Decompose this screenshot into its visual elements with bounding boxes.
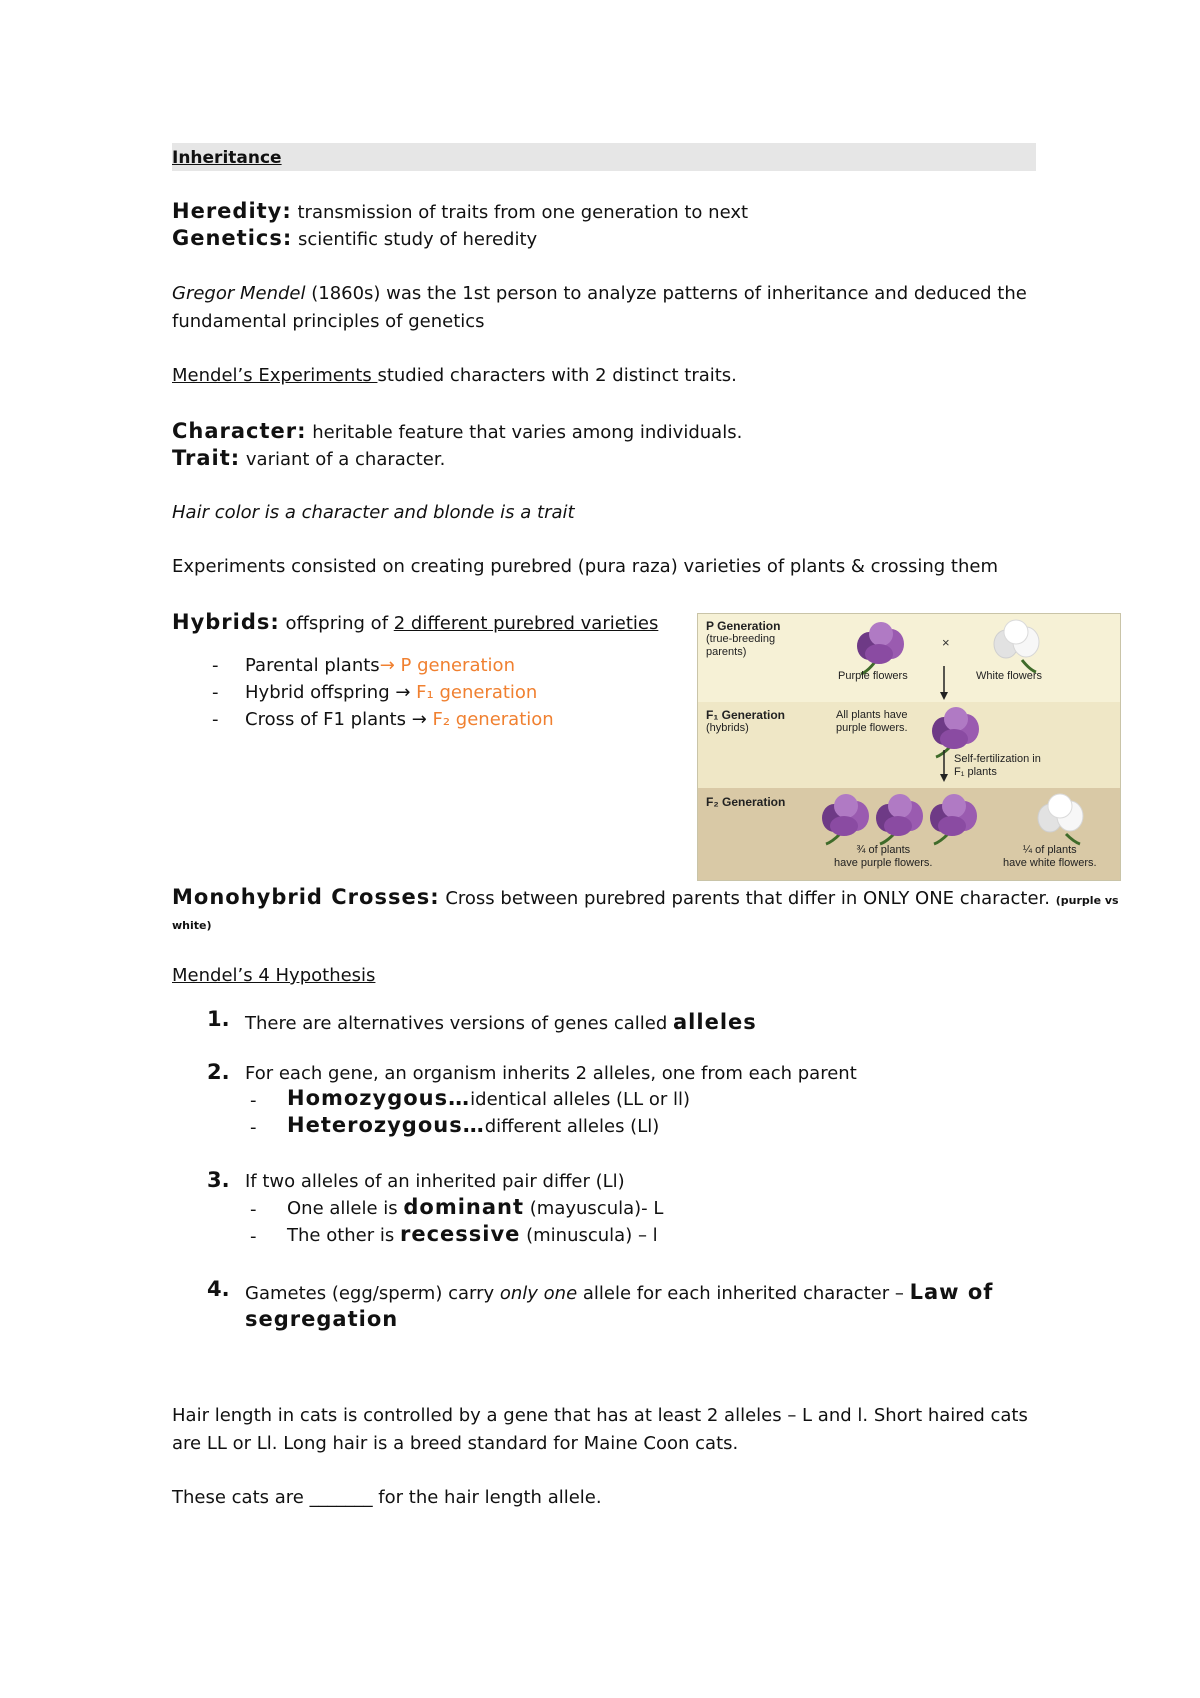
f1-title-line: (hybrids): [706, 722, 749, 734]
genetics-def: scientific study of heredity: [292, 229, 538, 250]
hypothesis-number: 1.: [207, 1007, 230, 1031]
purple-fraction-label: [834, 844, 932, 870]
f1-generation-title: [706, 709, 785, 735]
mendel-rest: (1860s) was the 1st person to analyze patterns of inheritance and deduced the: [305, 283, 1027, 304]
white-flower-icon: [994, 620, 1039, 672]
hybrids-def-plain: offspring of: [279, 613, 394, 634]
trait-term: Trait:: [172, 446, 241, 470]
monohybrid-term: Monohybrid Crosses:: [172, 885, 440, 909]
purple-flowers-label: Purple flowers: [838, 670, 908, 682]
hybrids-line: [172, 612, 658, 633]
purple-flower-icon: [930, 794, 977, 844]
monohybrid-note-cont: white): [172, 919, 212, 932]
hypothesis-4-post: allele for each inherited character –: [577, 1283, 910, 1304]
purple-flower-icon: [857, 622, 904, 674]
hypothesis-number: 4.: [207, 1277, 230, 1301]
dominant-post: (mayuscula)- L: [524, 1198, 664, 1219]
white-flowers-label: White flowers: [976, 670, 1043, 682]
white-fraction-label: [1003, 844, 1097, 870]
monohybrid-note: (purple vs: [1055, 894, 1119, 907]
cross-symbol: ×: [942, 635, 950, 650]
p-title-line: parents): [706, 646, 747, 658]
p-title-line: P Generation: [706, 619, 781, 633]
hypothesis-3-text: If two alleles of an inherited pair differ (Ll): [245, 1171, 625, 1192]
cats-line-1: Hair length in cats is controlled by a gene that has at least 2 alleles – L and l. Short haired cats: [172, 1405, 1028, 1426]
character-def: heritable feature that varies among individuals.: [306, 422, 743, 443]
dominant-term: dominant: [403, 1195, 525, 1219]
character-term: Character:: [172, 419, 307, 443]
dominant-line: [287, 1197, 663, 1218]
law-term: Law of: [909, 1280, 994, 1304]
p-title-line: (true-breeding: [706, 633, 776, 645]
hypothesis-title: Mendel’s 4 Hypothesis: [172, 965, 376, 986]
question-pre: These cats are: [172, 1487, 310, 1508]
monohybrid-def: Cross between purebred parents that differ in ONLY ONE character.: [439, 888, 1051, 909]
sub-dash: -: [250, 1117, 257, 1138]
heterozygous-term: Heterozygous…: [287, 1113, 485, 1137]
f1-title-line: F₁ Generation: [706, 708, 785, 722]
f1-note-line: purple flowers.: [836, 722, 908, 734]
title-highlight: [172, 143, 1036, 171]
list-dash: -: [212, 682, 219, 703]
sub-dash: -: [250, 1199, 257, 1220]
hypothesis-1: [245, 1012, 757, 1033]
fraction-line: ¼ of plants: [1022, 844, 1077, 856]
alleles-term: alleles: [673, 1010, 757, 1034]
arrow-icon: →: [379, 655, 395, 676]
self-fertilization-note: [954, 753, 1041, 779]
self-note-line: Self-fertilization in: [954, 753, 1041, 765]
character-line: [172, 421, 742, 442]
question-line: [172, 1489, 602, 1507]
heterozygous-def: different alleles (Ll): [484, 1116, 660, 1137]
hypothesis-2-text: For each gene, an organism inherits 2 alleles, one from each parent: [245, 1063, 857, 1084]
hybrid-item: [212, 655, 515, 676]
hybrid-item-result: F₂ generation: [426, 709, 554, 730]
example-italic: Hair color is a character and blonde is a trait: [172, 502, 575, 523]
hypothesis-number: 3.: [207, 1168, 230, 1192]
list-dash: -: [212, 655, 219, 676]
hybrid-item: [212, 709, 554, 730]
dominant-pre: One allele is: [287, 1198, 404, 1219]
heredity-term: Heredity:: [172, 199, 292, 223]
trait-line: [172, 448, 445, 469]
hybrid-item-text: Cross of F1 plants: [245, 709, 412, 730]
hypothesis-4-italic: only one: [499, 1283, 578, 1304]
fraction-line: ¾ of plants: [856, 844, 911, 856]
purple-flower-icon: [932, 707, 979, 757]
self-note-line: F₁ plants: [954, 766, 997, 778]
hypothesis-4-line-1: [245, 1282, 993, 1303]
fraction-line: have purple flowers.: [834, 857, 933, 869]
mendel-line-1: [172, 285, 1027, 303]
hybrids-term: Hybrids:: [172, 610, 280, 634]
experiments-line: [172, 367, 737, 385]
law-term-cont: segregation: [245, 1307, 399, 1331]
genetics-line: [172, 228, 537, 249]
f2-generation-title: F₂ Generation: [706, 795, 786, 809]
hypothesis-number: 2.: [207, 1060, 230, 1084]
purple-flower-icon: [876, 794, 923, 844]
f1-note: [836, 709, 908, 735]
trait-def: variant of a character.: [240, 449, 446, 470]
recessive-line: [287, 1224, 658, 1245]
recessive-term: recessive: [399, 1222, 521, 1246]
sub-dash: -: [250, 1090, 257, 1111]
sub-dash: -: [250, 1226, 257, 1247]
homozygous-term: Homozygous…: [287, 1086, 471, 1110]
arrow-icon: →: [395, 682, 411, 703]
heterozygous-line: [287, 1115, 659, 1136]
experiments-link: Mendel’s Experiments: [172, 365, 378, 386]
hybrid-item-result: P generation: [394, 655, 515, 676]
homozygous-def: identical alleles (LL or ll): [470, 1089, 690, 1110]
recessive-pre: The other is: [287, 1225, 400, 1246]
purple-flower-icon: [822, 794, 869, 844]
f1-note-line: All plants have: [836, 709, 908, 721]
hybrid-item-text: Hybrid offspring: [245, 682, 396, 703]
homozygous-line: [287, 1088, 690, 1109]
hybrid-item: [212, 682, 538, 703]
figure-drawing: [698, 614, 1120, 880]
arrow-icon: →: [411, 709, 427, 730]
hybrid-item-result: F₁ generation: [410, 682, 538, 703]
cats-line-2: are LL or Ll. Long hair is a breed standard for Maine Coon cats.: [172, 1433, 739, 1454]
hypothesis-1-text: There are alternatives versions of genes called: [245, 1013, 674, 1034]
recessive-post: (minuscula) – l: [520, 1225, 658, 1246]
purebred-line: Experiments consisted on creating purebred (pura raza) varieties of plants & crossing them: [172, 556, 998, 577]
genetics-term: Genetics:: [172, 226, 293, 250]
mendel-name: Gregor Mendel: [172, 283, 306, 304]
hybrid-item-text: Parental plants: [245, 655, 380, 676]
heredity-line: [172, 201, 748, 222]
heredity-def: transmission of traits from one generation to next: [291, 202, 749, 223]
monohybrid-line: [172, 887, 1119, 908]
mendel-line-2: fundamental principles of genetics: [172, 311, 485, 332]
page-title: Inheritance: [172, 148, 282, 168]
mendel-cross-figure: [697, 613, 1121, 881]
hybrids-def-underlined: 2 different purebred varieties: [393, 613, 659, 634]
white-flower-icon: [1038, 794, 1083, 844]
arrow-down-icon: [940, 666, 948, 700]
answer-blank: _______: [309, 1487, 373, 1508]
experiments-rest: studied characters with 2 distinct traits.: [377, 365, 737, 386]
question-post: for the hair length allele.: [372, 1487, 602, 1508]
list-dash: -: [212, 709, 219, 730]
fraction-line: have white flowers.: [1003, 857, 1097, 869]
hypothesis-4-pre: Gametes (egg/sperm) carry: [245, 1283, 500, 1304]
